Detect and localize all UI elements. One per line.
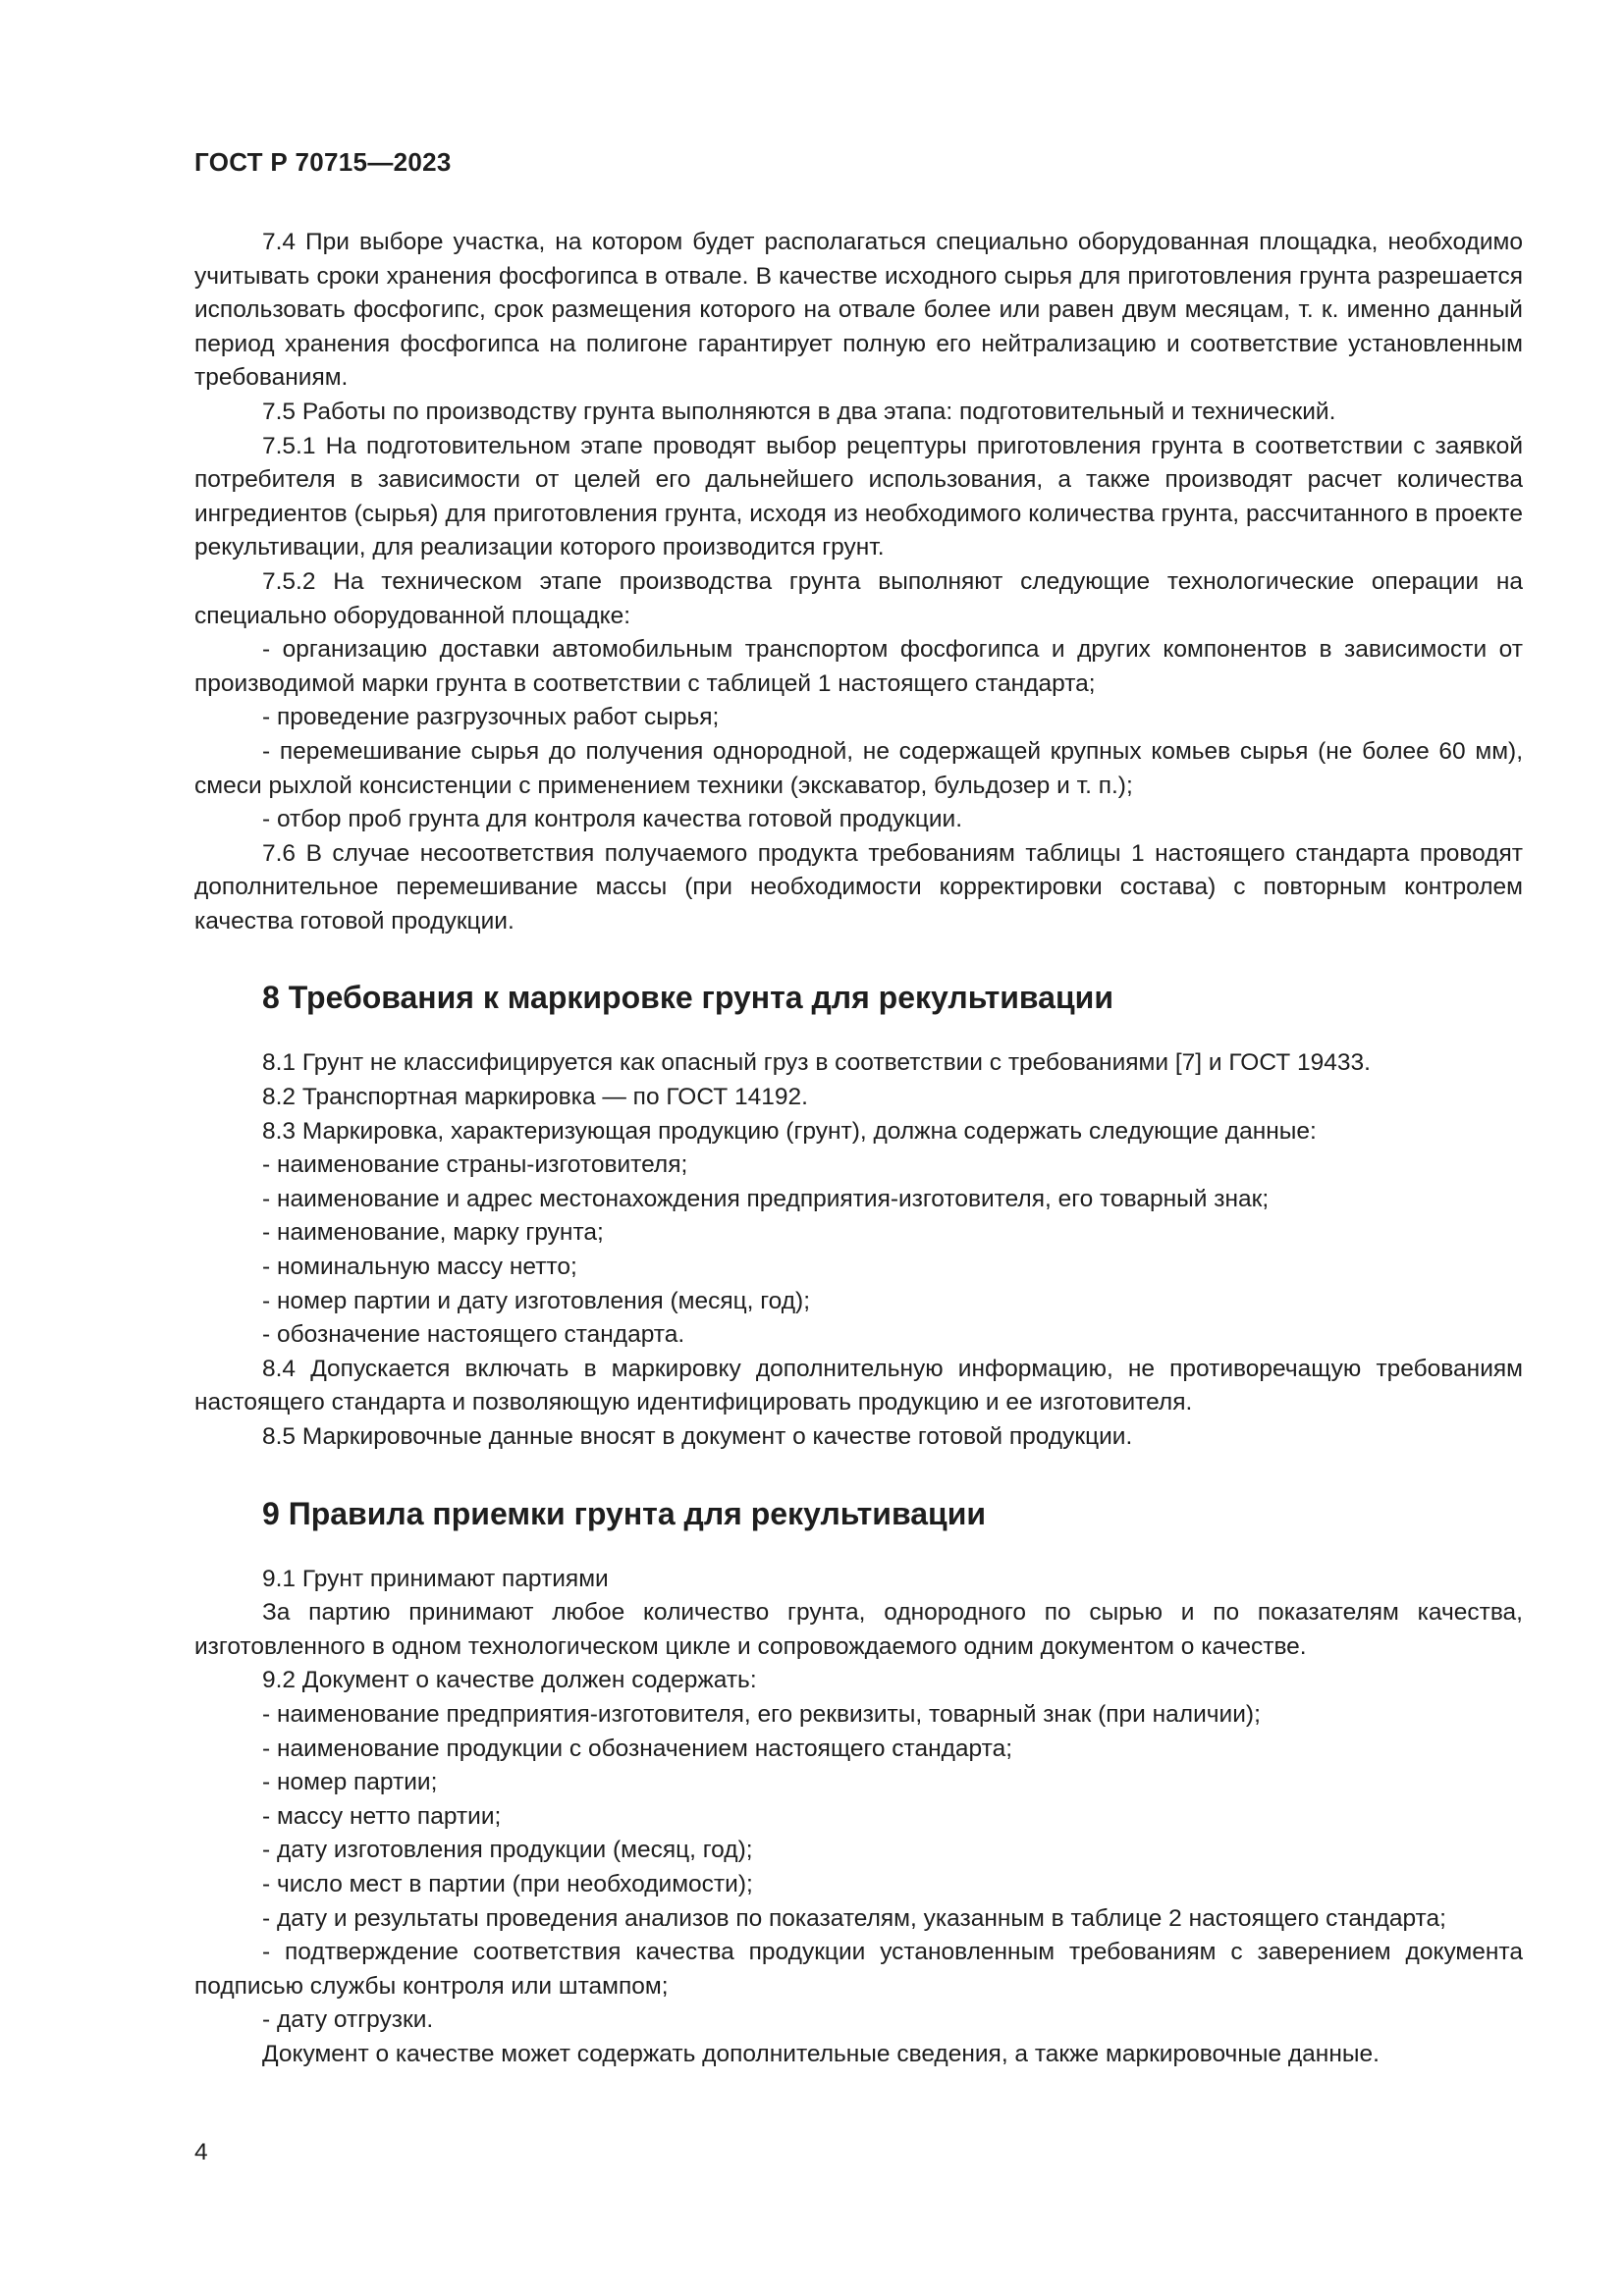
document-body bbox=[194, 226, 1523, 2072]
list-item: - дату и результаты проведения анализов по показателям, указанным в таблице 2 настоящего стандарта; bbox=[262, 1904, 1446, 1932]
section-9-heading: 9 Правила приемки грунта для рекультивации bbox=[262, 1495, 987, 1531]
list-item: - номер партии; bbox=[262, 1769, 438, 1796]
paragraph-8-5: 8.5 Маркировочные данные вносят в документ о качестве готовой продукции. bbox=[262, 1423, 1133, 1450]
paragraph-8-3: 8.3 Маркировка, характеризующая продукцию (грунт), должна содержать следующие данные: bbox=[262, 1117, 1317, 1145]
list-item: - перемешивание сырья до получения однородной, не содержащей крупных комьев сырья (не более 60 мм), смеси рыхлой консистенции с применением техники (экскаватор, бульдозер и т. п.); bbox=[194, 737, 1523, 799]
paragraph-9-1: 9.1 Грунт принимают партиями bbox=[262, 1565, 609, 1592]
paragraph-7-5: 7.5 Работы по производству грунта выполняются в два этапа: подготовительный и технический. bbox=[262, 398, 1336, 425]
list-item: - организацию доставки автомобильным транспортом фосфогипса и других компонентов в зависимости от производимой марки грунта в соответствии с таблицей 1 настоящего стандарта; bbox=[194, 636, 1523, 697]
list-item: - дату отгрузки. bbox=[262, 2006, 434, 2034]
paragraph-8-1: 8.1 Грунт не классифицируется как опасный груз в соответствии с требованиями [7] и ГОСТ 19433. bbox=[262, 1049, 1371, 1077]
paragraph: Документ о качестве может содержать дополнительные сведения, а также маркировочные данные. bbox=[262, 2040, 1380, 2067]
paragraph-7-5-2: 7.5.2 На техническом этапе производства грунта выполняют следующие технологические операции на специально оборудованной площадке: bbox=[194, 567, 1523, 629]
list-item: - наименование предприятия-изготовителя, его реквизиты, товарный знак (при наличии); bbox=[262, 1700, 1261, 1728]
list-item: - отбор проб грунта для контроля качества готовой продукции. bbox=[262, 806, 963, 833]
section-7-body bbox=[194, 226, 1523, 938]
paragraph-7-6: 7.6 В случае несоответствия получаемого продукта требованиям таблицы 1 настоящего стандарта проводят дополнительное перемешивание массы (при необходимости корректировки состава) с повторным контролем качества готовой продукции. bbox=[194, 839, 1523, 934]
list-item: - наименование продукции с обозначением настоящего стандарта; bbox=[262, 1735, 1013, 1762]
list-item: - наименование и адрес местонахождения предприятия-изготовителя, его товарный знак; bbox=[262, 1185, 1270, 1212]
page-number: 4 bbox=[194, 2139, 208, 2165]
section-9-body bbox=[194, 1563, 1523, 2072]
list-item: - проведение разгрузочных работ сырья; bbox=[262, 704, 720, 731]
list-item: - подтверждение соответствия качества продукции установленным требованиям с заверением документа подписью службы контроля или штампом; bbox=[194, 1939, 1523, 2000]
list-item: - обозначение настоящего стандарта. bbox=[262, 1321, 685, 1349]
list-item: - число мест в партии (при необходимости); bbox=[262, 1870, 753, 1897]
paragraph: За партию принимают любое количество грунта, однородного по сырью и по показателям качества, изготовленного в одном технологическом цикле и сопровождаемого одним документом о качестве. bbox=[194, 1599, 1523, 1660]
page-header: ГОСТ Р 70715—2023 bbox=[194, 147, 452, 177]
paragraph-8-4: 8.4 Допускается включать в маркировку дополнительную информацию, не противоречащую требованиям настоящего стандарта и позволяющую идентифицировать продукцию и ее изготовителя. bbox=[194, 1355, 1523, 1416]
list-item: - наименование, марку грунта; bbox=[262, 1219, 604, 1247]
paragraph-9-2: 9.2 Документ о качестве должен содержать: bbox=[262, 1667, 757, 1694]
list-item: - номинальную массу нетто; bbox=[262, 1254, 577, 1281]
paragraph-7-5-1: 7.5.1 На подготовительном этапе проводят выбор рецептуры приготовления грунта в соответствии с заявкой потребителя в зависимости от целей его дальнейшего использования, а также производят расчет количества ингредиентов (сырья) для приготовления грунта, исходя из необходимого количества грунта, рассчитанного в проекте рекультивации, для реализации которого производится грунт. bbox=[194, 432, 1523, 561]
section-8-heading: 8 Требования к маркировке грунта для рекультивации bbox=[262, 980, 1113, 1016]
list-item: - массу нетто партии; bbox=[262, 1802, 502, 1830]
section-8-body bbox=[194, 1046, 1523, 1454]
paragraph-7-4: 7.4 При выборе участка, на котором будет располагаться специально оборудованная площадка, необходимо учитывать сроки хранения фосфогипса в отвале. В качестве исходного сырья для приготовления грунта разрешается использовать фосфогипс, срок размещения которого на отвале более или равен двум месяцам, т. к. именно данный период хранения фосфогипса на полигоне гарантирует полную его нейтрализацию и соответствие установленным требованиям. bbox=[194, 229, 1523, 392]
paragraph-8-2: 8.2 Транспортная маркировка — по ГОСТ 14192. bbox=[262, 1084, 808, 1111]
list-item: - дату изготовления продукции (месяц, год); bbox=[262, 1837, 753, 1864]
list-item: - номер партии и дату изготовления (месяц, год); bbox=[262, 1287, 811, 1314]
list-item: - наименование страны-изготовителя; bbox=[262, 1151, 688, 1179]
